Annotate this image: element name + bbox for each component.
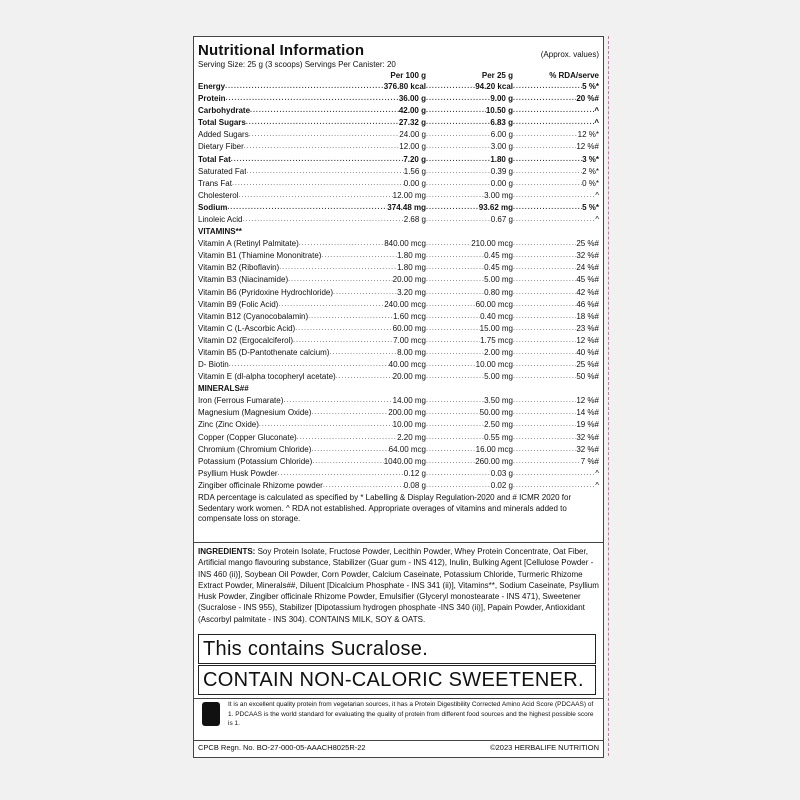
dot-leader (426, 335, 480, 347)
amount-value: 1.80 mg (397, 251, 426, 261)
nutrient-row (198, 262, 599, 274)
amount-value: 64.00 mcg (388, 444, 426, 454)
nutrient-row (198, 250, 599, 262)
amount-value: 50.00 mg (479, 408, 513, 418)
nutrient-row (198, 347, 599, 359)
dot-leader (278, 299, 384, 311)
dot-leader (231, 154, 404, 166)
dot-leader (513, 444, 576, 456)
approx-note: (Approx. values) (540, 50, 599, 59)
amount-value: 24.00 g (399, 130, 426, 140)
dot-leader (229, 359, 389, 371)
rda-value: 42 %# (576, 287, 599, 297)
serving-info: Serving Size: 25 g (3 scoops) Servings Per Canister: 20 (198, 60, 396, 69)
dot-leader (426, 299, 476, 311)
amount-value: 0.12 g (403, 468, 426, 478)
nutrient-name: Psyllium Husk Powder (198, 468, 278, 478)
dot-leader (513, 456, 581, 468)
nutrient-row (198, 359, 599, 371)
amount-value: 14.00 mg (392, 396, 426, 406)
dot-leader (312, 456, 383, 468)
amount-value: 0.67 g (490, 215, 513, 225)
ingredients-label: INGREDIENTS: (198, 547, 256, 556)
dot-leader (246, 117, 399, 129)
dot-leader (308, 311, 393, 323)
rda-value: 32 %# (576, 444, 599, 454)
dot-leader (244, 141, 400, 153)
panel-title: Nutritional Information (198, 42, 365, 59)
nutrient-name: Chromium (Chromium Chloride) (198, 444, 312, 454)
nutrient-name: Vitamin B1 (Thiamine Mononitrate) (198, 251, 322, 261)
nutrient-name: Cholesterol (198, 190, 239, 200)
trim-line (604, 36, 609, 756)
nutrient-name: Vitamin A (Retinyl Palmitate) (198, 239, 299, 249)
amount-value: 2.50 mg (484, 420, 513, 430)
dot-leader (513, 129, 578, 141)
nutrient-row (198, 105, 599, 117)
amount-value: 20.00 mg (392, 372, 426, 382)
dot-leader (426, 250, 484, 262)
amount-value: 0.45 mg (484, 263, 513, 273)
dot-leader (426, 178, 491, 190)
dot-leader (513, 262, 576, 274)
dot-leader (426, 456, 475, 468)
nutrient-name: Vitamin B5 (D-Pantothenate calcium) (198, 347, 330, 357)
nutrient-name: Energy (198, 82, 226, 91)
nutrient-row (198, 444, 599, 456)
nutrient-name: Protein (198, 94, 226, 104)
dot-leader (246, 166, 403, 178)
dot-leader (426, 154, 490, 166)
dot-leader (513, 432, 576, 444)
dot-leader (513, 335, 576, 347)
dot-leader (513, 407, 576, 419)
nutrient-row (198, 178, 599, 190)
dot-leader (426, 141, 491, 153)
dot-leader (283, 395, 392, 407)
amount-value: 240.00 mcg (384, 299, 426, 309)
amount-value: 42.00 g (398, 106, 426, 116)
dot-leader (426, 432, 484, 444)
dot-leader (513, 238, 576, 250)
amount-value: 1.80 g (490, 154, 513, 164)
amount-value: 1.56 g (403, 166, 426, 176)
amount-value: 5.00 mg (484, 275, 513, 285)
rda-value: 18 %# (576, 311, 599, 321)
rda-value: ^ (595, 190, 599, 200)
amount-value: 5.00 mg (484, 372, 513, 382)
amount-value: 0.02 g (490, 480, 513, 490)
dot-leader (426, 419, 484, 431)
vitamins-heading: VITAMINS** (198, 227, 242, 237)
amount-value: 3.50 mg (484, 396, 513, 406)
cpcb-registration: CPCB Regn. No. BO-27-000-05-AAACH8025R-22 (198, 743, 366, 752)
dot-leader (288, 274, 393, 286)
rda-value: ^ (594, 106, 599, 116)
dot-leader (295, 323, 392, 335)
pdcaas-text: It is an excellent quality protein from vegetarian sources, it has a Protein Digestibility Corrected Amino Acid Score (PDCAAS) of 1. PDCAAS is the world standard for evaluating the quality of protein from different food sources and the highest possible score is 1. (228, 701, 594, 727)
nutrient-row (198, 419, 599, 431)
dot-leader (513, 178, 582, 190)
nutrient-name: Zingiber officinale Rhizome powder (198, 480, 323, 490)
dot-leader (278, 468, 404, 480)
amount-value: 0.08 g (403, 480, 426, 490)
dot-leader (249, 129, 400, 141)
nutrient-name: D- Biotin (198, 360, 229, 370)
col-per100: Per 100 g (390, 71, 426, 80)
amount-value: 6.00 g (490, 130, 513, 140)
rda-value: 46 %# (576, 299, 599, 309)
mineral-rows (198, 395, 599, 492)
rda-value: 32 %# (576, 251, 599, 261)
nutrient-row (198, 456, 599, 468)
amount-value: 2.00 mg (484, 347, 513, 357)
dot-leader (226, 93, 399, 105)
dot-leader (426, 347, 484, 359)
vegetarian-protein-logo-icon (202, 702, 220, 726)
column-headers (198, 70, 599, 81)
dot-leader (426, 262, 484, 274)
amount-value: 15.00 mg (479, 323, 513, 333)
rda-value: 32 %# (576, 432, 599, 442)
dot-leader (426, 359, 476, 371)
dot-leader (426, 238, 471, 250)
divider-line (194, 740, 603, 741)
copyright: ©2023 HERBALIFE NUTRITION (490, 743, 599, 752)
amount-value: 1040.00 mg (383, 456, 426, 466)
dot-leader (426, 395, 484, 407)
nutrient-row (198, 371, 599, 383)
amount-value: 3.00 mg (484, 190, 513, 200)
amount-value: 7.00 mcg (393, 335, 426, 345)
rda-value: 20 %# (576, 94, 599, 104)
ingredients (198, 546, 599, 625)
nutrient-name: Vitamin C (L-Ascorbic Acid) (198, 323, 296, 333)
amount-value: 3.20 mg (397, 287, 426, 297)
dot-leader (259, 419, 393, 431)
dot-leader (426, 214, 491, 226)
dot-leader (426, 166, 491, 178)
nutrient-row (198, 214, 599, 226)
rda-value: 40 %# (576, 347, 599, 357)
rda-value: 2 %* (582, 166, 599, 176)
nutrient-row (198, 395, 599, 407)
dot-leader (513, 166, 582, 178)
amount-value: 16.00 mcg (475, 444, 513, 454)
dot-leader (513, 323, 576, 335)
nutrient-name: Trans Fat (198, 178, 232, 188)
nutrient-name: Linoleic Acid (198, 215, 243, 225)
col-rda: % RDA/serve (549, 71, 599, 80)
nutrient-row (198, 299, 599, 311)
nutrient-row (198, 154, 599, 166)
nutrition-label (193, 36, 604, 758)
rda-value: 45 %# (576, 275, 599, 285)
dot-leader (513, 93, 576, 105)
dot-leader (227, 202, 387, 214)
rda-value: 23 %# (576, 323, 599, 333)
amount-value: 8.00 mg (397, 347, 426, 357)
amount-value: 1.80 mg (397, 263, 426, 273)
nutrient-name: Magnesium (Magnesium Oxide) (198, 408, 312, 418)
dot-leader (513, 347, 576, 359)
nutrient-name: Vitamin B2 (Riboflavin) (198, 263, 280, 273)
amount-value: 2.20 mg (397, 432, 426, 442)
dot-leader (426, 468, 491, 480)
dot-leader (329, 347, 397, 359)
dot-leader (242, 214, 403, 226)
nutrient-name: Potassium (Potassium Chloride) (198, 456, 313, 466)
amount-value: 93.62 mg (478, 202, 513, 212)
amount-value: 7.20 g (403, 154, 426, 164)
dot-leader (513, 468, 595, 480)
dot-leader (513, 299, 576, 311)
amount-value: 27.32 g (398, 118, 426, 128)
amount-value: 376.80 kcal (383, 82, 426, 91)
nutrient-row (198, 432, 599, 444)
dot-leader (513, 117, 594, 129)
rda-value: 5 %* (582, 82, 599, 91)
nutrient-row (198, 468, 599, 480)
amount-value: 0.00 g (490, 178, 513, 188)
nutrient-name: Vitamin B12 (Cyanocobalamin) (198, 311, 309, 321)
rda-value: 12 %# (576, 396, 599, 406)
dot-leader (333, 287, 397, 299)
dot-leader (225, 81, 384, 93)
nutrient-name: Copper (Copper Gluconate) (198, 432, 297, 442)
rda-value: 25 %# (576, 360, 599, 370)
amount-value: 36.00 g (398, 94, 426, 104)
nutrient-rows (198, 81, 599, 226)
dot-leader (513, 311, 576, 323)
amount-value: 10.50 g (485, 106, 513, 116)
dot-leader (513, 371, 576, 383)
vitamin-rows (198, 238, 599, 383)
rda-value: 5 %* (582, 202, 599, 212)
dot-leader (426, 274, 484, 286)
dot-leader (238, 190, 392, 202)
dot-leader (299, 238, 384, 250)
dot-leader (426, 371, 484, 383)
nutrient-name: Vitamin B9 (Folic Acid) (198, 299, 279, 309)
dot-leader (426, 480, 491, 492)
dot-leader (426, 287, 484, 299)
rda-value: 14 %# (576, 408, 599, 418)
nutrient-name: Zinc (Zinc Oxide) (198, 420, 259, 430)
amount-value: 260.00 mg (475, 456, 513, 466)
nutrient-row (198, 480, 599, 492)
dot-leader (513, 395, 576, 407)
sucralose-warning: This contains Sucralose. (198, 634, 596, 664)
amount-value: 10.00 mcg (475, 360, 513, 370)
nutrient-name: Sodium (198, 202, 228, 212)
dot-leader (513, 81, 582, 93)
amount-value: 200.00 mg (388, 408, 426, 418)
dot-leader (297, 432, 397, 444)
nutrient-row (198, 274, 599, 286)
nutrient-name: Carbohydrate (198, 106, 251, 116)
dot-leader (426, 323, 480, 335)
amount-value: 9.00 g (490, 94, 513, 104)
divider-line (194, 698, 603, 699)
dot-leader (513, 105, 594, 117)
dot-leader (426, 407, 480, 419)
rda-note: RDA percentage is calculated as specified by * Labelling & Display Regulation-2020 and # ICMR 2020 for Sedentary work women. ^ RDA not established. Appropriate overages of vitamins and minerals added to compensate loss on storage. (198, 493, 572, 523)
dot-leader (513, 190, 595, 202)
nutrient-name: Dietary Fiber (198, 142, 244, 152)
dot-leader (426, 129, 491, 141)
amount-value: 60.00 mg (392, 323, 426, 333)
rda-value: 12 %# (576, 335, 599, 345)
rda-value: ^ (595, 480, 599, 490)
footer (198, 743, 599, 752)
amount-value: 20.00 mg (392, 275, 426, 285)
dot-leader (513, 214, 595, 226)
amount-value: 0.40 mcg (480, 311, 513, 321)
nutrient-row (198, 238, 599, 250)
dot-leader (513, 419, 576, 431)
minerals-heading: MINERALS## (198, 384, 249, 394)
dot-leader (513, 141, 576, 153)
amount-value: 3.00 g (490, 142, 513, 152)
dot-leader (513, 359, 576, 371)
nutrient-row (198, 93, 599, 105)
rda-value: 0 %* (582, 178, 599, 188)
amount-value: 12.00 g (399, 142, 426, 152)
dot-leader (311, 407, 388, 419)
amount-value: 12.00 mg (392, 190, 426, 200)
amount-value: 60.00 mcg (475, 299, 513, 309)
dot-leader (426, 190, 484, 202)
amount-value: 0.39 g (490, 166, 513, 176)
amount-value: 210.00 mcg (471, 239, 513, 249)
amount-value: 10.00 mg (392, 420, 426, 430)
dot-leader (323, 480, 404, 492)
rda-value: 7 %# (580, 456, 599, 466)
amount-value: 6.83 g (490, 118, 513, 128)
amount-value: 0.80 mg (484, 287, 513, 297)
nutrient-row (198, 407, 599, 419)
dot-leader (321, 250, 397, 262)
dot-leader (513, 202, 582, 214)
rda-value: ^ (595, 468, 599, 478)
dot-leader (336, 371, 393, 383)
nutrient-row (198, 287, 599, 299)
amount-value: 0.45 mg (484, 251, 513, 261)
nutrient-name: Vitamin B3 (Niacinamide) (198, 275, 289, 285)
sweetener-warning: CONTAIN NON-CALORIC SWEETENER. (198, 665, 596, 695)
rda-value: 12 %* (577, 130, 599, 140)
dot-leader (426, 202, 479, 214)
amount-value: 1.75 mcg (480, 335, 513, 345)
rda-value: ^ (595, 215, 599, 225)
nutrient-row (198, 117, 599, 129)
rda-value: 19 %# (576, 420, 599, 430)
nutrient-name: Vitamin D2 (Ergocalciferol) (198, 335, 293, 345)
nutrient-row (198, 190, 599, 202)
dot-leader (426, 311, 480, 323)
nutrient-row (198, 202, 599, 214)
amount-value: 0.55 mg (484, 432, 513, 442)
dot-leader (426, 81, 475, 93)
dot-leader (426, 105, 486, 117)
divider-line (194, 542, 603, 543)
pdcaas-section (198, 700, 599, 738)
nutrient-name: Iron (Ferrous Fumarate) (198, 396, 284, 406)
nutrient-row (198, 335, 599, 347)
dot-leader (279, 262, 397, 274)
nutrient-row (198, 129, 599, 141)
dot-leader (293, 335, 393, 347)
amount-value: 2.68 g (403, 215, 426, 225)
dot-leader (513, 480, 595, 492)
amount-value: 374.48 mg (387, 202, 426, 212)
nutrient-row (198, 81, 599, 93)
nutrient-name: Added Sugars (198, 130, 249, 140)
nutrient-name: Total Sugars (198, 118, 246, 128)
dot-leader (513, 274, 576, 286)
dot-leader (250, 105, 399, 117)
nutrient-row (198, 166, 599, 178)
dot-leader (232, 178, 404, 190)
ingredients-text: Soy Protein Isolate, Fructose Powder, Lecithin Powder, Whey Protein Concentrate, Oat Fiber, Artificial mango flavouring substance, Stabilizer (Guar gum - INS 412), Inulin, Bulking Agent [Cellulose Powder - INS 460 (ii)], Soybean Oil Powder, Corn Powder, Calcium Caseinate, Potassium Chloride, Turmeric Rhizome Extract Powder, Minerals##, Diluent [Dicalcium Phosphate - INS 341 (ii)], Vitamins**, Sodium Caseinate, Psyllium Husk Powder, Zingiber officinale Rhizome Powder, Emulsifier (Glyceryl monostearate - INS 471), Sweetener (Sucralose - INS 955), Stabilizer [Dipotassium hydrogen phosphate -INS 340 (ii)], Papain Powder, Antioxidant (Ascorbyl palmitate - INS 304). CONTAINS MILK, SOY & OATS. (198, 547, 599, 624)
col-per25: Per 25 g (481, 71, 513, 80)
dot-leader (426, 444, 476, 456)
rda-value: 24 %# (576, 263, 599, 273)
amount-value: 840.00 mcg (384, 239, 426, 249)
dot-leader (513, 250, 576, 262)
amount-value: 0.00 g (403, 178, 426, 188)
dot-leader (426, 117, 490, 129)
amount-value: 0.03 g (490, 468, 513, 478)
dot-leader (426, 93, 490, 105)
amount-value: 94.20 kcal (475, 82, 513, 91)
nutrient-name: Saturated Fat (198, 166, 247, 176)
rda-value: 25 %# (576, 239, 599, 249)
rda-value: 50 %# (576, 372, 599, 382)
nutrient-name: Vitamin B6 (Pyridoxine Hydrochloride) (198, 287, 334, 297)
rda-value: ^ (594, 118, 599, 128)
dot-leader (513, 287, 576, 299)
dot-leader (311, 444, 388, 456)
nutrition-panel (198, 41, 599, 525)
amount-value: 40.00 mcg (388, 360, 426, 370)
nutrient-row (198, 141, 599, 153)
nutrient-name: Vitamin E (dl-alpha tocopheryl acetate) (198, 372, 336, 382)
rda-value: 12 %# (576, 142, 599, 152)
dot-leader (513, 154, 582, 166)
nutrient-name: Total Fat (198, 154, 231, 164)
rda-value: 3 %* (582, 154, 599, 164)
nutrient-row (198, 323, 599, 335)
nutrient-row (198, 311, 599, 323)
amount-value: 1.60 mcg (393, 311, 426, 321)
